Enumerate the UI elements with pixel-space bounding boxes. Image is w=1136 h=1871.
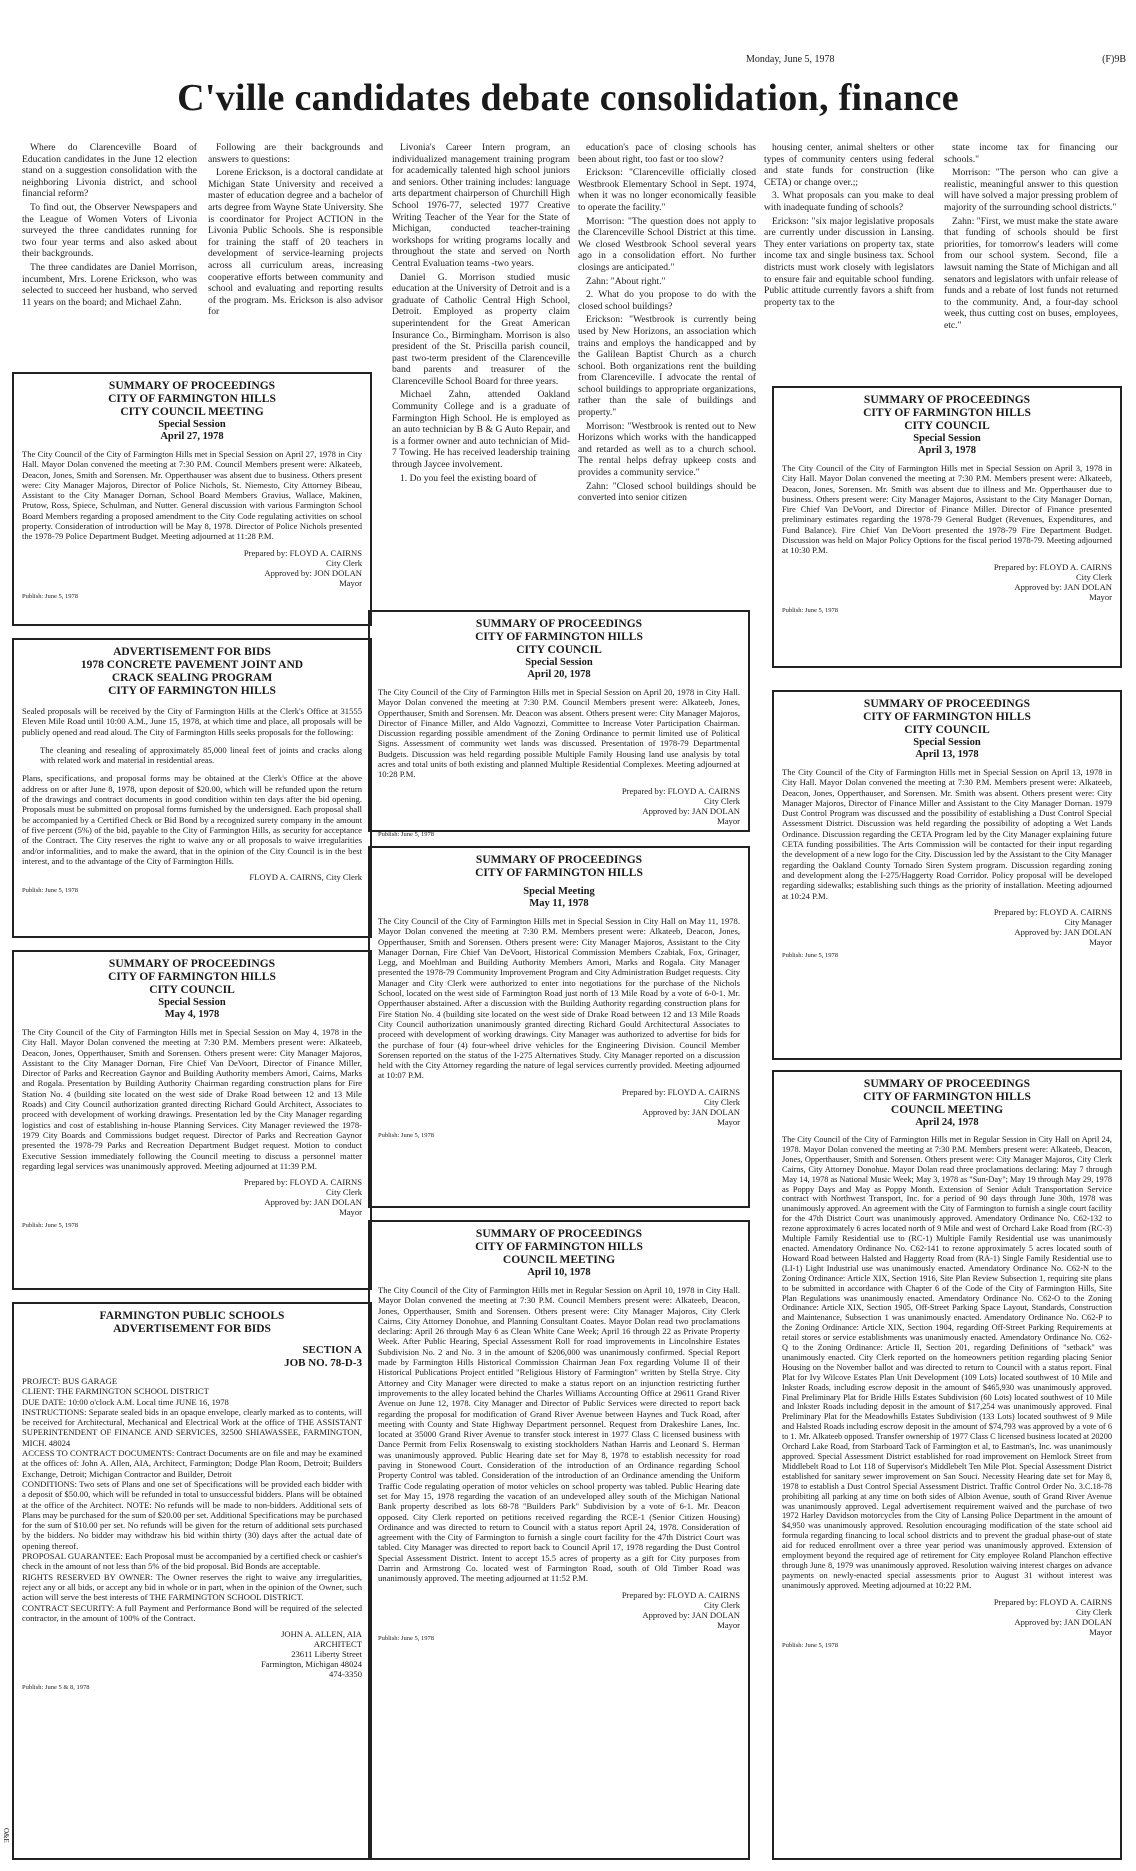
paragraph: housing center, animal shelters or other types of community centers using federal and state funds for construction (like CETA) or change over.;;	[764, 142, 934, 188]
publish-date: Publish: June 5, 1978	[782, 606, 838, 614]
publish-date: Publish: June 5, 1978	[378, 1634, 434, 1642]
notice-signature: Prepared by: FLOYD A. CAIRNS City Clerk Approved by: JAN DOLAN Mayor	[621, 1086, 740, 1127]
publish-date: Publish: June 5, 1978	[22, 1222, 78, 1230]
notice-title: CITY OF FARMINGTON HILLS	[108, 971, 276, 983]
article-column-4	[578, 142, 756, 590]
notice-body: The City Council of the City of Farmington Hills met in Special Session on April 3, 1978 in City Hall. Mayor Dolan convened the meeting at 7:30 P.M. Members present were: Alkateeb, Deacon, Jones, Sorensen. Mr. Smith was absent due to illness and Mr. Opperthauser due to business. Others present were: City Manager Majoros, Assistant to the City Manager Dornan, Fire Chief Van DeVoort, and Director of Finance Miller. Director of Finance presented preliminary estimates regarding the 1978-79 General Budget (Revenues, Expenditures, and Fund Balance). Fire Chief Van DeVoort presented the 1978-79 Fire Department Budget. Discussion was held on Major Policy Options for the fiscal period 1978-79. Meeting adjourned at 10:30 P.M.	[782, 463, 1112, 556]
paragraph: Livonia's Career Intern program, an individualized management training program for academically talented high school juniors and seniors. Other training includes: language arts department chairperson of Churchill High School 1976-77, selected 1977 Creative Writing Teacher of the Year for the State of Michigan, conducted teacher-training workshops for writing programs locally and throughout the state and served on North Central Evaluation teams -two years.	[392, 142, 570, 269]
paragraph: Following are their backgrounds and answers to questions:	[208, 142, 383, 165]
paragraph: Zahn: "About right."	[586, 275, 666, 287]
section-label: SECTION A	[302, 1344, 362, 1356]
paragraph: Zahn: "First, we must make the state aware that funding of schools should be first priorities, for tomorrow's leaders will come from our school system. Second, file a lawsuit naming the State of Michigan and all senators and legislators with unfair release of funds and a rebate of lost funds not returned to the community. And, a four-day school week, thus cutting cost on buses, employees, etc."	[944, 215, 1118, 331]
notice-title: SUMMARY OF PROCEEDINGS	[863, 1078, 1031, 1090]
notice-title: CITY OF FARMINGTON HILLS	[863, 1091, 1031, 1103]
paragraph: Where do Clarenceville Board of Education candidates in the June 12 election stand on a suggestion consolidation with the neighboring Livonia district, and school financial reform?	[22, 142, 197, 200]
bid-clause: CLIENT: THE FARMINGTON SCHOOL DISTRICT	[22, 1386, 209, 1397]
notice-subtitle: Special Meeting May 11, 1978	[523, 886, 595, 909]
bid-clause: ACCESS TO CONTRACT DOCUMENTS: Contract Documents are on file and may be examined at the offices of: John A. Allen, AIA, Architect, Farmington; Dodge Plan Room, Detroit; Builders Exchange, Detroit; Michigan Contractor and Builder, Detroit	[22, 1448, 362, 1479]
paragraph: Erickson: "six major legislative proposals are currently under discussion in Lansing. They enter variations on property tax, state income tax and single business tax. School districts must work closely with legislators to ensure fair and equitable school funding. Public attitude currently favors a shift from property tax to the	[764, 215, 934, 308]
notice-may4-proceedings	[12, 950, 372, 1290]
notice-body: The City Council of the City of Farmington Hills met in Regular Session in City Hall on April 24, 1978. Mayor Dolan convened the meeting at 7:30 P.M. Members present were: Alkateeb, Deacon, Jones, Opperthauser, Smith and Sorensen. Others present were: City Manager Majoros, City Clerk Cairns, City Attorney Donohue. Mayor Dolan read three proclamations declaring: May 7 through May 14, 1978 as National Music Week; May 3, 1978 as "Sun-Day"; May 19 through May 29, 1978 as Poppy Days and May as Poppy Month. Extension of Senior Adult Transportation Service contract with Northwest Transport, Inc. for a period of 90 days through June 30th, 1978 was unanimously approved. An agreement with the City of Farmington to furnish a single court facility for the 47th District Court was unanimously approved. Amendatory Ordinance No. C62-132 to rezone approximately 6 acres located north of 9 Mile and west of Orchard Lake Road from (RC-3) Multiple Family Residential use to (RC-1) Multiple Family Residential use was unanimously enacted. Amendatory Ordinance No. C62-141 to rezone approximately 5 acres located south of Howard Road between Halsted and Haggerty Road from (RA-1) Single Family Residential use to (LI-1) Light Industrial use was unanimously enacted. Amendatory Ordinance No. C62-N to the Zoning Ordinance: Article XIX, Section 1916, Site Plan Review Subsection 1, requiring site plans to be submitted in accordance with Chapter 6 of the Code of the City of Farmington Hills, Site Plan Regulations was unanimously enacted. Amendatory Ordinance No. C62-O to the Zoning Ordinance: Article XIX, Section 1905, Off-Street Parking Space Layout, Standards, Construction and Maintenance, Subsection 1 was unanimously enacted. Amendatory Ordinance No. C62-P to the Zoning Ordinance: Article XIX, Section 1904, regarding Off-Street Parking Requirements at retail stores or service establishments was unanimously enacted. Amendatory Ordinance No. C62-Q to the Zoning Ordinance: Article II, Section 201, regarding Definitions of "setback" was unanimously enacted. City Clerk reported on the homeowners petition regarding placing Senior Housing on the November ballot and was directed to return to Council with a status report. Final Plat for Ivy Wilcove Estates Plan Unit Development (109 Lots) located southwest of 10 Mile and Inkster Roads, including escrow deposit in the amount of $465,930 was unanimously approved. Final Preliminary Plat for Bridle Hills Estates Subdivision (60 Lots) located southwest of 10 Mile and Inkster Roads including deposit in the amount of $17,254 was unanimously approved. Final Preliminary Plat for the Meadowhills Estates Subdivision (133 Lots) located southwest of 9 Mile and Halsted Roads including escrow deposit in the amount of $74,793 was approved by a vote of 6 to 1. Mr. Alkateeb opposed. Transfer ownership of 1977 Class C licensed business located at 20200 Orchard Lake Road, from Starboard Tack of Farmington et al, to Eastman's, Inc. was unanimously approved. Special Assessment District established for road improvement on Hemlock Street from Middlebelt Road to Lot 118 of Supervisor's Middlebelt Ten Mile Plot. Special Assessment District established for sanitary sewer improvement on San Souci. Necessity Hearing date set for May 8, 1978 to establish a Dust Control Special Assessment District. Traffic Control Order No. 3.C.18-78 prohibiting all parking at any time on both sides of Albion Avenue, south of Grand River Avenue was unanimously approved. Legal advertisement requirement waived and the purchase of two 1972 Harley Davidson motorcycles from the City of Lansing Police Department in the amount of $4,950 was unanimously approved. Resolution encouraging modification of the state school aid formula regarding financing to local school districts and to prevent the gradual phase-out of state aid for reduced enrollment over a three year period was unanimously approved. Extension of employment beyond the required age of retirement for City employee Roland Planchon effective through June 8, 1979 was unanimously approved. Resolution waiving interest charges on advance payments on newly-enacted special assessments prior to August 31 without interest was unanimously approved. Meeting adjourned at 10:22 P.M.	[782, 1135, 1112, 1590]
notice-title: COUNCIL MEETING	[502, 1254, 616, 1266]
notice-signature: Prepared by: FLOYD A. CAIRNS City Clerk Approved by: JAN DOLAN Mayor	[993, 1596, 1112, 1637]
notice-subtitle: Special Session May 4, 1978	[158, 997, 226, 1020]
notice-title: CITY COUNCIL	[904, 420, 990, 432]
paragraph: Morrison: "The person who can give a realistic, meaningful answer to this question will have solved a major pressing problem of majority of the surrounding school districts."	[944, 167, 1118, 213]
publish-date: Publish: June 5, 1978	[782, 951, 838, 959]
notice-signature: Prepared by: FLOYD A. CAIRNS City Clerk Approved by: JON DOLAN Mayor	[243, 547, 362, 588]
paragraph: Michael Zahn, attended Oakland Community College and is a graduate of Farmington High School. He is employed as an auto technician by B & G Auto Repair, and is a former owner and auto technician of Mid-7 Towing. He has received leadership training through Jaycee involvement.	[392, 389, 570, 471]
notice-title: SUMMARY OF PROCEEDINGS	[108, 380, 276, 392]
bid-clause: INSTRUCTIONS: Separate sealed bids in an opaque envelope, clearly marked as to contents, will be received for Architectural, Mechanical and Electrical Work at the office of THE ASSISTANT SUPERINTENDENT OF FINANCE AND SERVICES, 32500 SHIAWASSEE, FARMINGTON, MICH. 48024	[22, 1406, 362, 1448]
bid-clause: RIGHTS RESERVED BY OWNER: The Owner reserves the right to waive any irregularities, reject any or all bids, or accept any bid in whole or in part, when in the opinion of the Owner, such action will serve the best interests of THE FARMINGTON SCHOOL DISTRICT.	[22, 1571, 362, 1603]
notice-title: SUMMARY OF PROCEEDINGS	[863, 394, 1031, 406]
publish-date: Publish: June 5 & 8, 1978	[22, 1684, 90, 1692]
notice-title: CITY OF FARMINGTON HILLS	[108, 685, 276, 697]
paragraph: The three candidates are Daniel Morrison, incumbent, Mrs. Lorene Erickson, who was selected to succeed her husband, who served 11 years on the board; and Michael Zahn.	[22, 261, 197, 308]
notice-body: The City Council of the City of Farmington Hills met in Special Session on April 20, 1978 in City Hall. Mayor Dolan convened the meeting at 7:30 P.M. Council Members present were: Alkateeb, Jones, Opperthauser, Smith and Sorensen. Mr. Deacon was absent. Others present were: City Manager Majoros, Director of Finance Miller, and Aldo Vagnozzi, Committee to Increase Voter Participation Chairman. Discussion regarding possible amendment of the Zoning Ordinance to permit limited use of Political Signs. Assessment of community wet lands was discussed. Presentation of 1978-79 Departmental Budgets. Discussion was held regarding possible Multiple Family Housing land use analysis by total acres and total units of both existing and planned Multiple Residential Complexes. Meeting adjourned at 10:28 P.M.	[378, 687, 740, 780]
paragraph: Morrison: "The question does not apply to the Clarenceville School District at this time. We closed Westbrook School several years ago in a consolidation effort. No further closings are anticipated."	[578, 215, 756, 273]
paragraph: Lorene Erickson, is a doctoral candidate at Michigan State University and received a master of education degree and a bachelor of arts degree from Wayne State University. She is coordinator for Project ACTION in the Livonia Public Schools. She is responsible for training the staff of 20 teachers in development of service-learning projects across all curriculum areas, increasing cooperative efforts between community and school and evaluating and reporting results of the program. Ms. Erickson is also advisor for	[208, 167, 383, 318]
notice-subtitle: Special Session April 3, 1978	[913, 433, 981, 456]
notice-title: ADVERTISEMENT FOR BIDS	[113, 1323, 271, 1335]
paragraph: 1. Do you feel the existing board of	[400, 472, 537, 484]
paragraph: education's pace of closing schools has been about right, too fast or too slow?	[578, 142, 756, 165]
notice-title: SUMMARY OF PROCEEDINGS	[475, 618, 643, 630]
notice-signature: JOHN A. ALLEN, AIA ARCHITECT 23611 Liberty Street Farmington, Michigan 48024 474-3350	[261, 1629, 362, 1680]
publish-date: Publish: June 5, 1978	[22, 887, 78, 895]
notice-title: CITY COUNCIL	[904, 724, 990, 736]
notice-title: CITY OF FARMINGTON HILLS	[863, 711, 1031, 723]
paragraph: Erickson: "Clarenceville officially closed Westbrook Elementary School in Sept. 1974, when it was no longer economically feasible to operate the facility."	[578, 167, 756, 213]
paragraph: Morrison: "Westbrook is rented out to New Horizons which works with the handicapped and retarded as well as to a church school. The rental helps defray upkeep costs and provides a community service."	[578, 420, 756, 479]
notice-apr3-proceedings	[772, 386, 1122, 668]
notice-signature: Prepared by: FLOYD A. CAIRNS City Clerk Approved by: JAN DOLAN Mayor	[993, 561, 1112, 602]
header-date: Monday, June 5, 1978	[746, 54, 835, 65]
notice-title: SUMMARY OF PROCEEDINGS	[108, 958, 276, 970]
publish-date: Publish: June 5, 1978	[378, 1131, 434, 1139]
notice-title: CRACK SEALING PROGRAM	[111, 672, 273, 684]
paragraph: Daniel G. Morrison studied music education at the University of Detroit and is a graduate of Catholic Central High School, Detroit. Employed as property claim superintendent for the Great American Insurance Co., Birmingham. Morrison is also president of the St. Priscilla parish council, past two-term president of the Clarenceville band parents and treasurer of the Clarenceville School Board for three years.	[392, 271, 570, 387]
notice-title: SUMMARY OF PROCEEDINGS	[475, 1228, 643, 1240]
notice-signature: Prepared by: FLOYD A. CAIRNS City Clerk Approved by: JAN DOLAN Mayor	[621, 785, 740, 826]
notice-title: CITY OF FARMINGTON HILLS	[863, 407, 1031, 419]
notice-apr13-proceedings	[772, 690, 1122, 1060]
notice-apr20-proceedings	[368, 610, 750, 838]
header-page-number: (F)9B	[1102, 54, 1126, 65]
notice-title: ADVERTISEMENT FOR BIDS	[113, 646, 271, 658]
publish-date: Publish: June 5, 1978	[782, 1641, 838, 1649]
notice-body: The City Council of the City of Farmington Hills met in Special Session on April 13, 1978 in City Hall. Mayor Dolan convened the meeting at 7:30 P.M. Members present were: Alkateeb, Deacon, Jones, Opperthauser, and Sorensen. Mr. Smith was absent. Others present were: City Manager Majoros, Director of Finance Miller and Assistant to the City Manager Dornan. 1979 Dust Control Program was discussed and the possibility of establishing a Dust Control Special Assessment District. Discussion was held regarding the possibility of adopting a Wet Lands Ordinance. Discussion regarding the CETA Program led by the City Manager explaining future CETA funding possibilities. The Arts Commission will be contacted for their input regarding the development of a new logo for the City. Discussion led by the Assistant to the City Manager regarding the Oakland County Tornado Siren System program. Discussion regarding zoning and development along the I-275/Haggerty Road Corridor. Policy proposal will be developed regarding sidewalks; establishing such things as the priority of installation. Meeting adjourned at 10:24 P.M.	[782, 767, 1112, 901]
paragraph: state income tax for financing our schools."	[944, 142, 1118, 165]
notice-title: SUMMARY OF PROCEEDINGS	[475, 854, 643, 866]
paragraph: Zahn: "Closed school buildings should be converted into senior citizen	[578, 480, 756, 504]
notice-title: CITY COUNCIL	[149, 984, 235, 996]
notice-title: CITY OF FARMINGTON HILLS	[475, 867, 643, 879]
article-column-1	[22, 142, 197, 352]
notice-title: FARMINGTON PUBLIC SCHOOLS	[99, 1310, 285, 1322]
article-column-6	[944, 142, 1118, 382]
page-header	[746, 54, 1126, 65]
notice-signature: FLOYD A. CAIRNS, City Clerk	[249, 872, 362, 883]
notice-apr10-proceedings	[368, 1220, 750, 1860]
notice-body: The City Council of the City of Farmington Hills met in Regular Session on April 10, 1978 in City Hall. Mayor Dolan convened the meeting at 7:30 P.M. Council Members present were: Alkateeb, Deacon, Jones, Opperthauser, Smith and Sorensen. Others present were: City Manager Majoros, City Clerk Cairns, City Attorney Donohue, and Planning Consultant Coates. Mayor Dolan read two proclamations declaring: April 26 through May 6 as Clean White Cane Week; April 16 through 22 as Private Property Week. After Public Hearing, Special Assessment Roll for road improvements in Lincolnshire Estates Subdivision No. 2 and No. 3 in the amount of $206,000 was unanimously confirmed. Special Report made by Farmington Hills Historical Commission Chairman Jean Fox regarding Volume II of their Historical Publications Project entitled "Religious History of Farmington" written by Stella Strye. City Attorney and City Manager were directed to make a status report on an injunction restricting further improvements to the alley located behind the Charles Williams Accounting Office at 29611 Grand River Avenue on June 12, 1978. City Manager and Director of Public Services were directed to report back regarding the proposal for modification of Grand River Avenue between Haynes and Tuck Road, after meeting with County and State Highway Department personnel. Request from Drakeshire Lanes, Inc. located at 35000 Grand River Avenue to transfer stock interest in 1977 Class C licensed business with Dance Permit from Felix Rosenswalg to existing stockholders Nathan Harris and Leonard S. Herman was unanimously approved. Public Hearing date set for May 8, 1978 to establish necessity for road paving in Stonewood Court. Consideration of the introduction of an Ordinance regarding School Property Control was tabled. Consideration of the introduction of an Ordinance amending the Uniform Traffic Code regulating operation of motor vehicles on school property was tabled. Public Hearing date set for May 15, 1978 regarding the vacation of an undeveloped alley south of the Michigan National Bank property described as lots 68-78 "Builders Park" Subdivision by a vote of 6-1. Mr. Deacon opposed. City Clerk reported on petitions received regarding the RCE-1 (Senior Citizen Housing) Ordinance and was directed to return to Council with a status report April 24, 1978. Consideration of agreement with the City of Farmington to furnish a single court facility for the 47th District Court was tabled. City Manager was directed to report back to Council April 17, 1978 regarding the Dust Control Special Assessment District. Intent to accept 15.5 acres of property as a gift for City purposes from Darrin and Armstrong Co. located west of Farmington Road, south of Old Timber Road was unanimously approved. The meeting adjourned at 11:52 P.M.	[378, 1285, 740, 1584]
notice-may11-proceedings	[368, 846, 750, 1208]
notice-subtitle: April 10, 1978	[527, 1267, 591, 1278]
article-column-3	[392, 142, 570, 644]
bid-clause: DUE DATE: 10:00 o'clock A.M. Local time JUNE 16, 1978	[22, 1396, 229, 1407]
paragraph: Erickson: "Westbrook is currently being used by New Horizons, an association which trains and employs the handicapped and by the Galilean Baptist Church as a church school. Both organizations rent the building from Clarenceville. I advocate the rental of school buildings to appropriate organizations, rather than the sale of buildings and property."	[578, 314, 756, 419]
notice-body	[22, 1376, 362, 1623]
job-number: JOB NO. 78-D-3	[284, 1357, 362, 1369]
notice-title: CITY OF FARMINGTON HILLS	[475, 631, 643, 643]
notice-school-bids	[12, 1302, 372, 1860]
notice-body: The City Council of the City of Farmington Hills met in Special Session in City Hall on May 11, 1978. Mayor Dolan convened the meeting at 7:30 P.M. Members present were: Alkateeb, Deacon, Jones, Opperthauser, Smith and Sorensen. Others present were: City Manager Majoros, Assistant to the City Manager Dornan, Fire Chief Van DeVoort, Historical Commission Members Czabiak, Fox, Grinager, Legg, and Moehlman and Building Authority Members Amori, Marks and Rogala. City Manager presented the 1978-79 Community Improvement Program and City Administration Budget requests. City Manager and City Clerk were authorized to enter into negotiations for the purchase of the Nichols School, located on the west side of Farmington Road just north of 13 Mile Road by a vote of 6-0-1. Mr. Opperthauser abstained. After a discussion with the Building Authority regarding construction plans for Fire Station No. 4 (building site located on the west side of Drake Road between 12 and 13 Mile Roads City Council authorization unanimously granted directing Richard Gould Architectural Associates to proceed with development of working drawings. City Manager was authorized to advertise for bids for the purchase of four (4) four-wheel drive vehicles for the Engineering Division. Council Member Sorensen reported on the status of the I-275 Alternatives Study. City Manager reported on a discussion held with the City Attorney regarding the nature of legal services currently provided. Meeting adjourned at 10:07 P.M.	[378, 916, 740, 1081]
notice-title: SUMMARY OF PROCEEDINGS	[863, 698, 1031, 710]
notice-title: CITY COUNCIL	[516, 644, 602, 656]
notice-body: The City Council of the City of Farmington Hills met in Special Session on April 27, 1978 in City Hall. Mayor Dolan convened the meeting at 7:30 P.M. Council Members present were: Alkateeb, Deacon, Jones, Smith and Sorensen. Mr. Opperthauser was absent due to business. Others present were: City Manager Majoros, Director of Police Nichols, St. Niemesto, City Attorney Bibeau, Assistant to the City Manager Dornan, School Board Members Gravius, Wallace, Makinen, Prutow, Ross, Spiece, Schulman, and Nutter. General discussion with various Farmington School Board Members regarding a proposed amendment to the City Code regulating activities on school property. Consideration of introduction will be May 8, 1978. Director of Police Nichols presented the 1978-79 Police Department Budget. Meeting adjourned at 11:28 P.M.	[22, 449, 362, 542]
notice-signature: Prepared by: FLOYD A. CAIRNS City Clerk Approved by: JAN DOLAN Mayor	[621, 1589, 740, 1630]
notice-concrete-bids	[12, 638, 372, 938]
notice-title: CITY COUNCIL MEETING	[120, 406, 264, 418]
notice-subtitle: Special Session April 13, 1978	[913, 737, 981, 760]
notice-apr27-proceedings	[12, 372, 372, 626]
publish-date: Publish: June 5, 1978	[378, 830, 434, 838]
publish-date: Publish: June 5, 1978	[22, 592, 78, 600]
bid-clause: PROJECT: BUS GARAGE	[22, 1376, 118, 1386]
paragraph: 2. What do you propose to do with the closed school buildings?	[578, 289, 756, 312]
notice-body: Sealed proposals will be received by the City of Farmington Hills at the Clerk's Office at 31555 Eleven Mile Road until 10:00 A.M., June 15, 1978, at which time and place, all proposals will be publicly opened and read aloud. The City of Farmington Hills seeks proposals for the following: The cleaning and resealing of approximately 85,000 lineal feet of joints and cracks along with related work and material in residential areas. Plans, specifications, and proposal forms may be obtained at the Clerk's Office at the above address on or after June 8, 1978, upon deposit of $20.00, which will be refunded upon the return of the drawings and contract documents in good condition within ten days after the bid opening. Proposals must be submitted on proposal forms furnished by the undersigned. Each proposal shall be accompanied by a Certified Check or Bid Bond by a recognized surety company in the amount of five percent (5%) of the bid, payable to the City of Farmington Hills, as security for acceptance of the Contract. The City reserves the right to waive any or all proposals to waive irregularities and/or informalities, and to make the award, that in the opinion of the City Council is in the best interest, and to the advantage of the City of Farmington Hills.	[22, 706, 362, 866]
paragraph: 3. What proposals can you make to deal with inadequate funding of schools?	[764, 190, 934, 213]
notice-subtitle: Special Session April 27, 1978	[158, 419, 226, 442]
notice-apr24-proceedings	[772, 1070, 1122, 1860]
notice-signature: Prepared by: FLOYD A. CAIRNS City Manager Approved by: JAN DOLAN Mayor	[993, 906, 1112, 947]
headline: C'ville candidates debate consolidation, finance	[177, 77, 959, 119]
notice-title: CITY OF FARMINGTON HILLS	[108, 393, 276, 405]
notice-body: The City Council of the City of Farmington Hills met in Special Session on May 4, 1978 in the City Hall. Mayor Dolan convened the meeting at 7:30 P.M. Members present were: Alkateeb, Deacon, Jones, Opperthauser, Smith and Sorensen. Others present were: City Manager Majoros, Assistant to the City Manager Dornan, Fire Chief Van DeVoort, Director of Finance Miller, Director of Parks and Recreation Gaynor and Building Authority members Amori, Cairns, Marks and Rogala. Presentation by Building Authority Chairman regarding construction plans for Fire Station No. 4 (building site located on the west side of Drake Road between 12 and 13 Mile Roads) and City Council authorization granted directing Richard Gould Architect, Associates to proceed with development of working drawings. Presentation led by the City Manager regarding logistics and cost of establishing in-house Planning Services. City Manager reviewed the 1978-1979 City Boards and Commissions budget request. Director of Parks and Recreation Gaynor presented the 1978-79 Parks and Recreation Department Budget request. Motion to conduct Executive Session immediately following the Council meeting to discuss a personnel matter regarding legal services was unanimously approved. Meeting adjourned at 11:39 P.M.	[22, 1027, 362, 1171]
notice-title: CITY OF FARMINGTON HILLS	[475, 1241, 643, 1253]
notice-subtitle: Special Session April 20, 1978	[525, 657, 593, 680]
notice-signature: Prepared by: FLOYD A. CAIRNS City Clerk Approved by: JAN DOLAN Mayor	[243, 1177, 362, 1218]
article-column-5	[764, 142, 934, 382]
bid-clause: CONDITIONS: Two sets of Plans and one set of Specifications will be provided each bidder with a deposit of $50.00, which will be refunded in total to unsuccessful bidders. Plans will be obtained at the office of the Architect. NOTE: No refunds will be made to non-bidders. Additional sets of Plans may be purchased for the sum of $20.00 per set. Additional Specifications may be purchased for the sum of $10.00 per set. No refunds will be given for the return of additional sets purchased by the bidders. No bidder may withdraw his bid within thirty (30) days after the actual date of opening thereof.	[22, 1478, 362, 1551]
notice-subtitle: April 24, 1978	[915, 1117, 979, 1128]
article-column-2	[208, 142, 383, 352]
notice-title: COUNCIL MEETING	[890, 1104, 1004, 1116]
paragraph: To find out, the Observer Newspapers and the League of Women Voters of Livonia surveyed the three candidates running for two four year terms and also asked about their backgrounds.	[22, 201, 197, 260]
margin-mark: O&E	[2, 1828, 10, 1843]
bid-clause: PROPOSAL GUARANTEE: Each Proposal must be accompanied by a certified check or cashier's check in the amount of not less than 5% of the bid proposal. Bid Bonds are acceptable.	[22, 1551, 362, 1572]
notice-title: 1978 CONCRETE PAVEMENT JOINT AND	[80, 659, 304, 671]
bid-clause: CONTRACT SECURITY: A full Payment and Performance Bond will be required of the selected contractor, in the amount of 100% of the Contract.	[22, 1602, 362, 1623]
